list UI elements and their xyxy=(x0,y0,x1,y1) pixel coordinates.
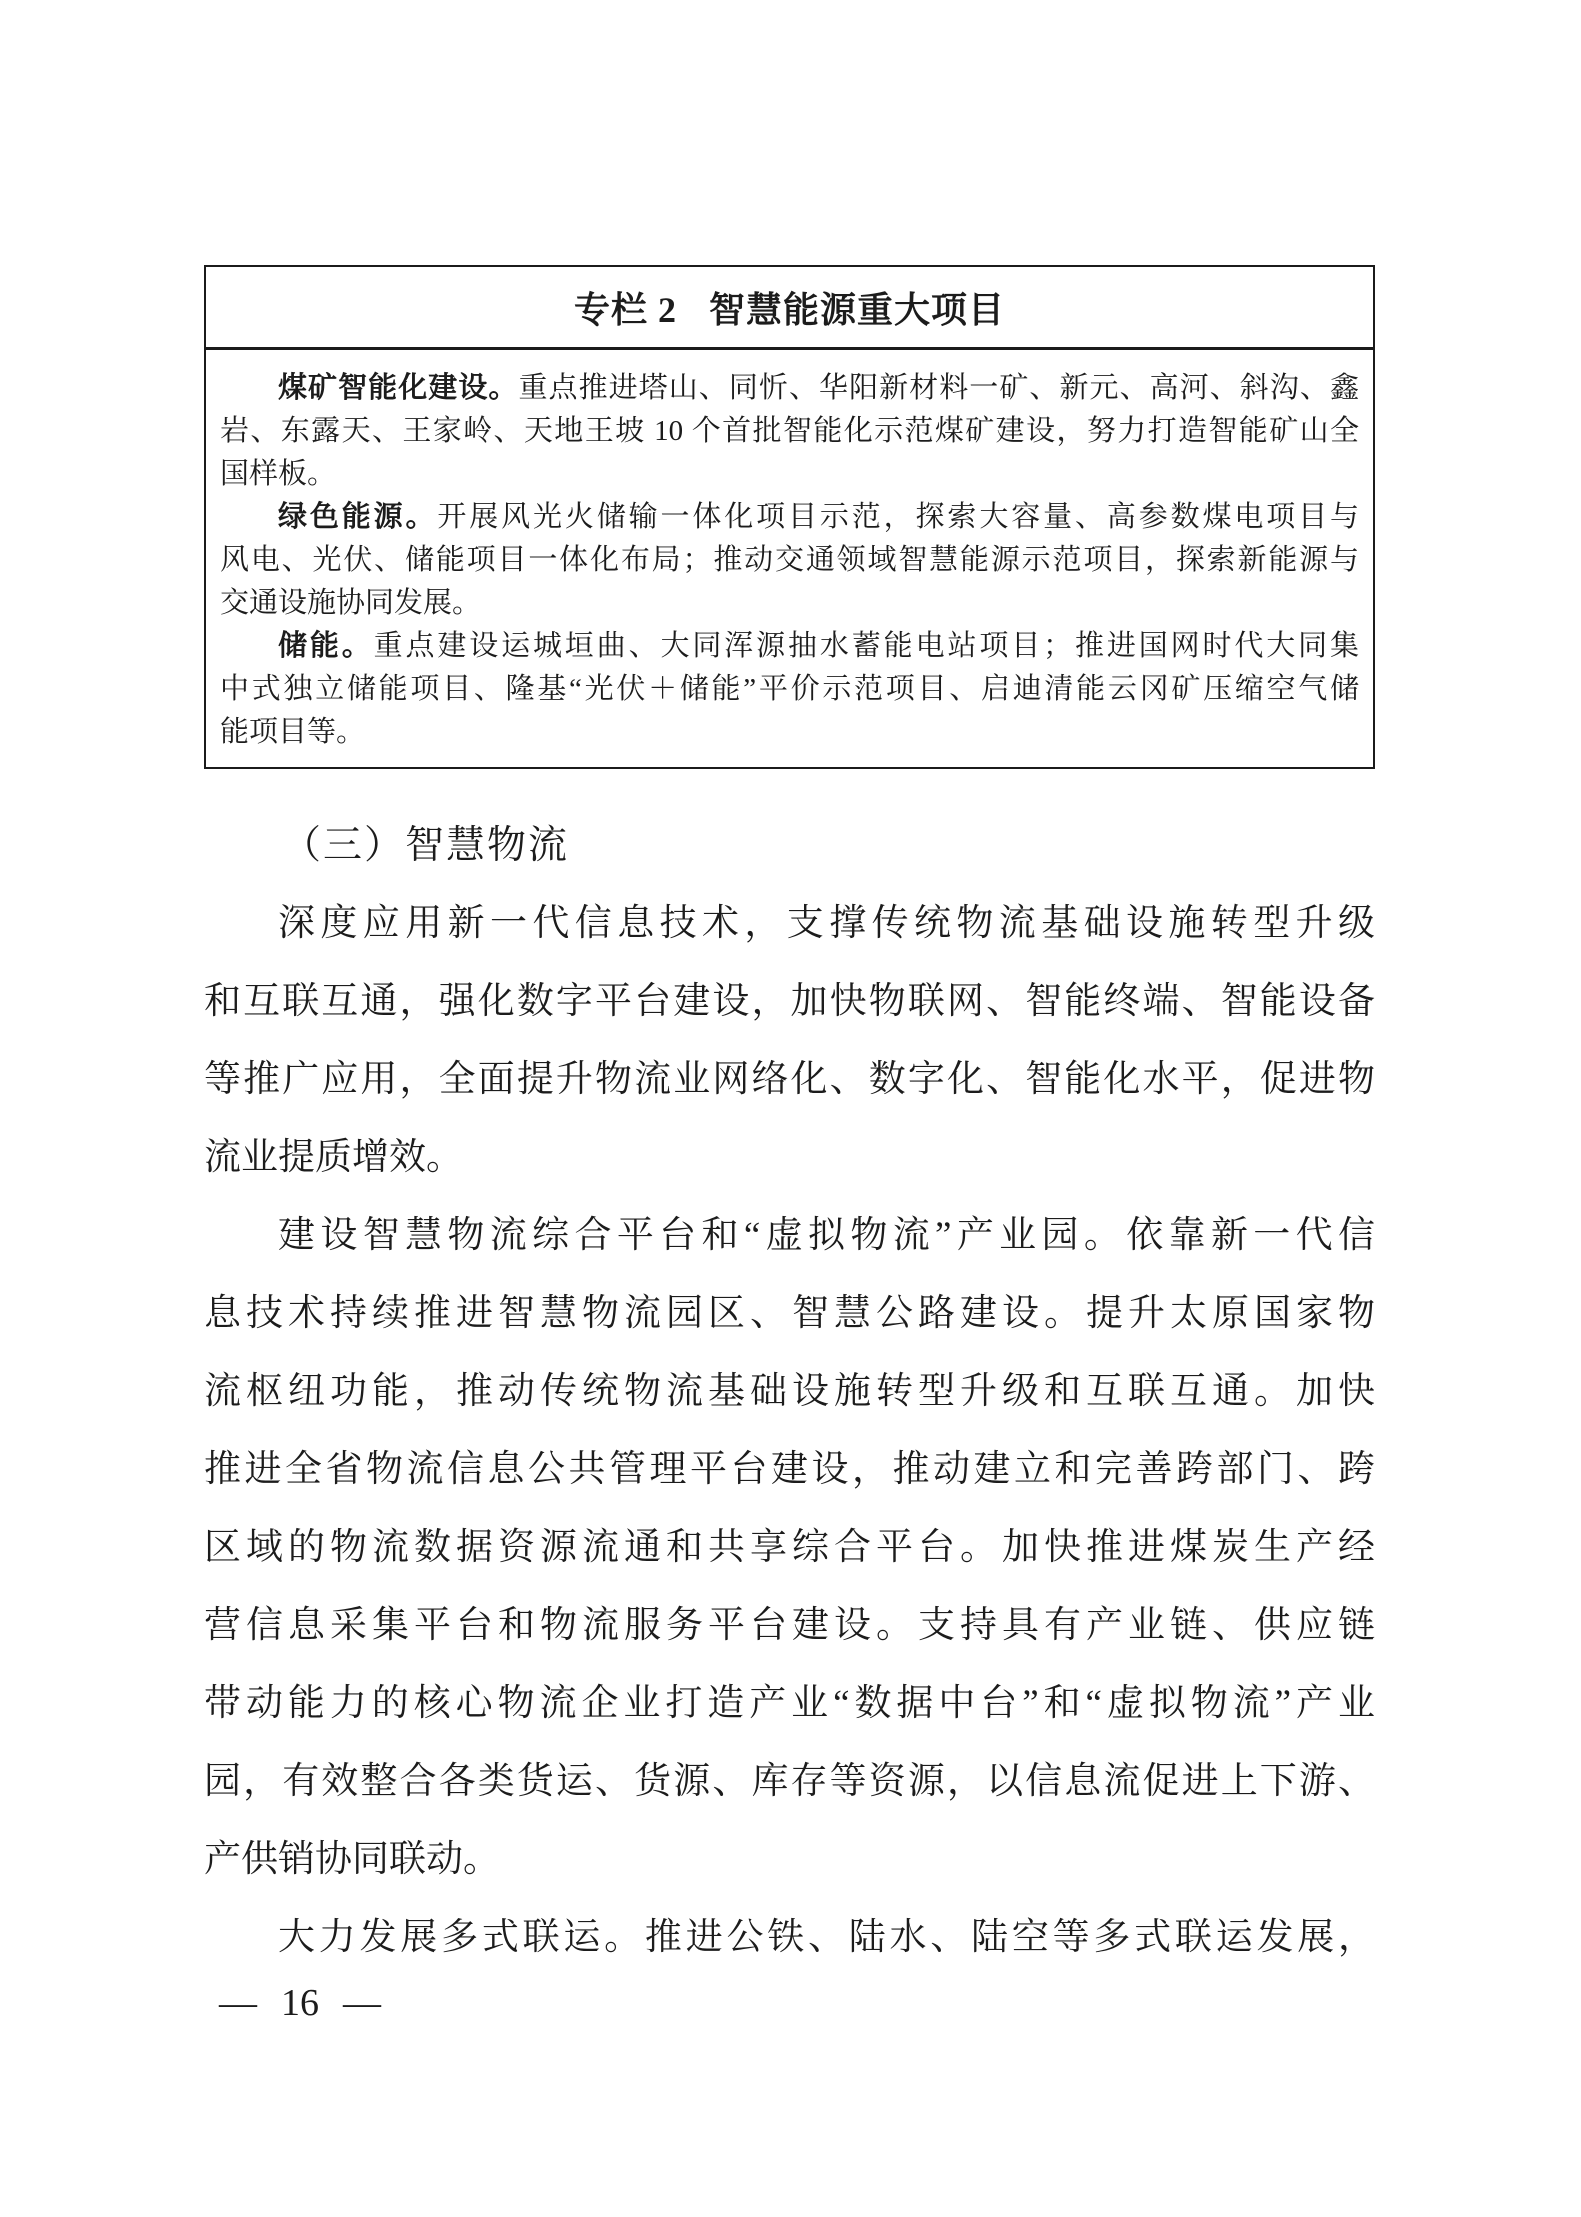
text-line: 大力发展多式联运。推进公铁、陆水、陆空等多式联运发展， xyxy=(278,1917,1375,1958)
callout-line: 能项目等。 xyxy=(220,716,366,748)
text-line: 推进全省物流信息公共管理平台建设，推动建立和完善跨部门、跨 xyxy=(204,1449,1375,1490)
text-line: 带动能力的核心物流企业打造产业“数据中台”和“虚拟物流”产业 xyxy=(204,1683,1375,1724)
callout-line-text: 重点推进塔山、同忻、华阳新材料一矿、新元、高河、斜沟、鑫 xyxy=(518,372,1359,404)
text-line: 等推广应用，全面提升物流业网络化、数字化、智能化水平，促进物 xyxy=(204,1059,1375,1100)
text-line: 产供销协同联动。 xyxy=(204,1839,500,1880)
text-line: 流业提质增效。 xyxy=(204,1137,463,1178)
content-column xyxy=(204,265,1375,1977)
callout-body xyxy=(206,350,1373,767)
text-line: 和互联互通，强化数字平台建设，加快物联网、智能终端、智能设备 xyxy=(204,981,1375,1022)
text-line: 园，有效整合各类货运、货源、库存等资源，以信息流促进上下游、 xyxy=(204,1761,1375,1802)
callout-line-lead: 绿色能源。 xyxy=(278,501,438,533)
callout-line-text: 开展风光火储输一体化项目示范，探索大容量、高参数煤电项目与 xyxy=(437,501,1359,533)
callout-line xyxy=(220,367,1359,410)
text-line: 营信息采集平台和物流服务平台建设。支持具有产业链、供应链 xyxy=(204,1605,1375,1646)
callout-line xyxy=(220,625,1359,668)
page-number: 16 xyxy=(281,1982,319,2024)
page-footer xyxy=(219,1978,381,2028)
callout-title-row xyxy=(206,267,1373,350)
text-line: 深度应用新一代信息技术，支撑传统物流基础设施转型升级 xyxy=(278,903,1375,944)
callout-box xyxy=(204,265,1375,769)
callout-line: 风电、光伏、储能项目一体化布局；推动交通领域智慧能源示范项目，探索新能源与 xyxy=(220,544,1359,576)
callout-line-lead: 煤矿智能化建设。 xyxy=(278,372,519,404)
text-line: 息技术持续推进智慧物流园区、智慧公路建设。提升太原国家物 xyxy=(204,1293,1375,1334)
callout-line: 中式独立储能项目、隆基“光伏＋储能”平价示范项目、启迪清能云冈矿压缩空气储 xyxy=(220,673,1359,705)
footer-left-dash: — xyxy=(219,1982,257,2024)
callout-line: 国样板。 xyxy=(220,458,337,490)
footer-right-dash: — xyxy=(343,1982,381,2024)
text-line: 建设智慧物流综合平台和“虚拟物流”产业园。依靠新一代信 xyxy=(278,1215,1375,1256)
section-body xyxy=(204,807,1375,1977)
text-line: 流枢纽功能，推动传统物流基础设施转型升级和互联互通。加快 xyxy=(204,1371,1375,1412)
callout-line xyxy=(220,496,1359,539)
text-line: 区域的物流数据资源流通和共享综合平台。加快推进煤炭生产经 xyxy=(204,1527,1375,1568)
callout-label: 专栏 2 xyxy=(573,289,677,330)
callout-title: 智慧能源重大项目 xyxy=(709,289,1006,330)
callout-line-text: 重点建设运城垣曲、大同浑源抽水蓄能电站项目；推进国网时代大同集 xyxy=(373,630,1359,662)
section-heading: （三）智慧物流 xyxy=(282,824,570,867)
callout-line: 岩、东露天、王家岭、天地王坡 10 个首批智能化示范煤矿建设，努力打造智能矿山全 xyxy=(220,415,1359,447)
callout-line-lead: 储能。 xyxy=(278,630,374,662)
callout-line: 交通设施协同发展。 xyxy=(220,587,482,619)
